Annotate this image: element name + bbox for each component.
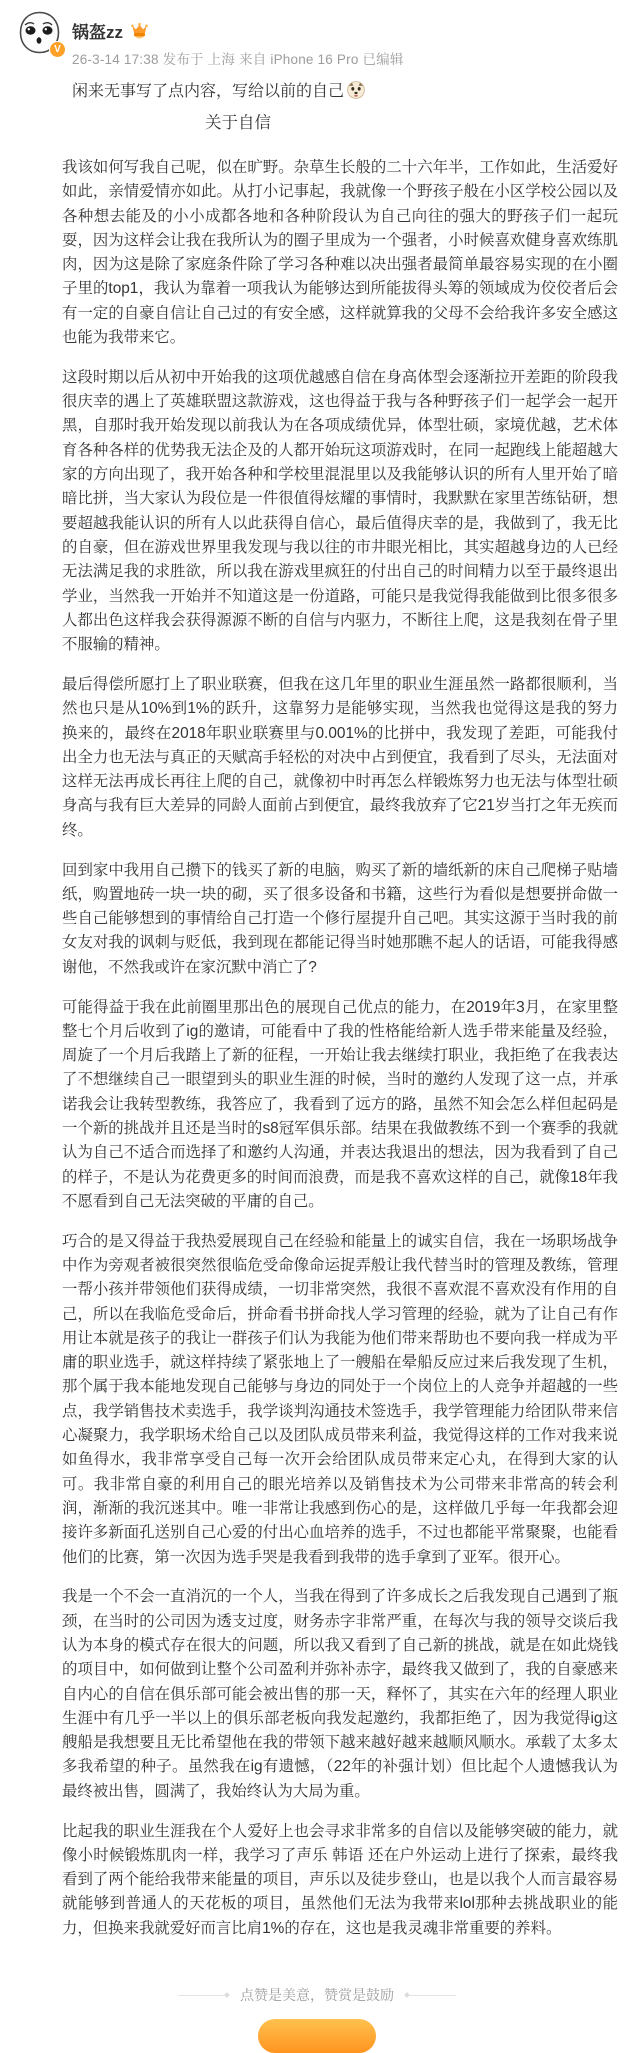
divider-line-right — [406, 1995, 456, 1996]
post-paragraph-7: 我是一个不会一直消沉的一个人，当我在得到了许多成长之后我发现自己遇到了瓶颈，在当时的公司因为透支过度，财务赤字非常严重，在每次与我的领导交谈后我认为本身的模式存在很大的问题，所以我又看到了自己新的挑战，就是在如此烧钱的项目中，如何做到让整个公司盈利并弥补赤字，最终我又做到了，我的自豪感来自内心的自信在俱乐部可能会被出售的那一天，释怀了，其实在六年的经理人职业生涯中有几乎一半以上的俱乐部老板向我发起邀约，我都拒绝了，因为我觉得ig这艘船是我想要且无比希望他在我的带领下越来越好越来越顺风顺水。承载了太多太多我希望的种子。虽然我在ig有遗憾，（22年的补强计划）但比起个人遗憾我认为最终被出售，圆满了，我始终认为大局为重。 — [62, 1588, 618, 1800]
post-paragraph-6: 巧合的是又得益于我热爱展现自己在经验和能量上的诚实自信，我在一场职场战争中作为旁观者被很突然很临危受命像命运捉弄般让我代替当时的管理及教练，管理一帮小孩并带领他们获得成绩，一切非常突然，我很不喜欢混不喜欢没有作用的自己，所以在我临危受命后，拼命看书拼命找人学习管理的经验，就为了让自己有作用让本就是孩子的我让一群孩子们认为我能为他们带来帮助也不要向我一样成为平庸的职业选手，就这样持续了紧张地上了一艘船在晕船反应过来后我发现了生机，那个属于我本能地发现自己能够与身边的同处于一个岗位上的人竞争并超越的一些点，我学销售技术卖选手，我学谈判沟通技术签选手，我学管理能力给团队带来信心凝聚力，我学职场术给自己以及团队成员带来利益，我觉得这样的工作对我来说如鱼得水，我非常享受自己每一次开会给团队成员带来定心丸，在得到大家的认可。我非常自豪的利用自己的眼光培养以及销售技术为公司带来非常高的转会利润，渐渐的我沉迷其中。唯一非常让我感到伤心的是，这样做几乎每一年我都会迎接许多新面孔送别自己心爱的付出心血培养的选手，不过也都能平常聚聚，也能看他们的比赛，第一次因为选手哭是我看到我带的选手拿到了亚军。很开心。 — [62, 1232, 618, 1566]
doge-emoji-icon — [347, 81, 365, 99]
vip-crown-icon — [130, 22, 149, 39]
post-paragraph-5: 可能得益于我在此前圈里那出色的展现自己优点的能力，在2019年3月，在家里整整七个月后收到了ig的邀请，可能看中了我的性格能给新人选手带来能量及经验，周旋了一个月后我踏上了新的征程，一开始让我去继续打职业，我拒绝了在我表达了不想继续自己一眼望到头的职业生涯的时候，当时的邀约人发现了这一点，并承诺我会让我转型教练，我答应了，我看到了远方的路，虽然不知会怎么样但起码是一个新的挑战并且还是当时的s8冠军俱乐部。结果在我做教练不到一个赛季的我就认为自己不适合而选择了和邀约人沟通，并表达我退出的想法，因为我看到了自己的样子，不是认为花费更多的时间而浪费，而是我不喜欢这样的自己，就像18年我不愿看到自己无法突破的平庸的自己。 — [62, 998, 618, 1210]
post-paragraph-1: 我该如何写我自己呢，似在旷野。杂草生长般的二十六年半，工作如此，生活爱好如此，亲情爱情亦如此。从打小记事起，我就像一个野孩子般在小区学校公园以及各种想去能及的小小成都各地和各种阶段认为自己向往的强大的野孩子们一起玩耍，因为这样会让我在我所认为的圈子里成为一个强者，小时候喜欢健身喜欢练肌肉，因为这是除了家庭条件除了学习各种难以决出强者最简单最容易实现的在小圈子里的top1，我认为靠着一项我认为能够达到所能拔得头筹的领域成为佼佼者后会有一定的自豪自信让自己过的有安全感，这样就算我的父母不会给我许多安全感这也能为我带来它。 — [62, 159, 618, 347]
reward-tagline: 点赞是美意，赞赏是鼓励 — [240, 1987, 394, 2003]
reward-tagline-row — [0, 1985, 634, 2005]
divider-line-left — [178, 1995, 228, 1996]
post-paragraph-2: 这段时期以后从初中开始我的这项优越感自信在身高体型会逐渐拉开差距的阶段我很庆幸的遇上了英雄联盟这款游戏，这也得益于我与各种野孩子们一起学会一起开黑，自那时我开始发现以前我认为在各项成绩优异，体型壮硕，家境优越，艺术体育各种各样的优势我无法企及的人都开始玩这项游戏时，在同一起跑线上能超越大家的方向出现了，我开始各种和学校里混混里以及我能够认识的所有人里开始了暗暗比拼，当大家认为段位是一件很值得炫耀的事情时，我默默在家里苦练钻研，想要超越我能认识的所有人以此获得自信心，最后值得庆幸的是，我做到了，我无比的自豪，但在游戏世界里我发现与我以往的市井眼光相比，其实超越身边的人已经无法满足我的求胜欲，所以我在游戏里疯狂的付出自己的时间精力以至于最终退出学业，当然我一开始并不知道这是一份道路，可能只是我觉得我能做到比很多很多人都出色这样我会获得源源不断的自信与内驱力，不断往上爬，这是我刻在骨子里不服输的精神。 — [62, 368, 618, 654]
avatar[interactable] — [16, 9, 63, 56]
post-title: 关于自信 — [205, 114, 271, 132]
post-paragraph-4: 回到家中我用自己攒下的钱买了新的电脑，购买了新的墙纸新的床自己爬梯子贴墙纸，购置地砖一块一块的砌，买了很多设备和书籍，这些行为看似是想要拼命做一些自己能够想到的事情给自己打造一个修行屋提升自己吧。其实这源于当时我的前女友对我的讽刺与贬低，我到现在都能记得当时她那瞧不起人的话语，可能我得感谢他，不然我或许在家沉默中消亡了? — [62, 861, 618, 976]
post-header — [0, 0, 634, 68]
post-meta: 26-3-14 17:38 发布于 上海 来自 iPhone 16 Pro 已编辑 — [72, 52, 404, 67]
reward-button[interactable] — [258, 2019, 376, 2053]
verified-v-icon: V — [49, 41, 66, 58]
post-intro-text: 闲来无事写了点内容，写给以前的自己 — [72, 83, 345, 100]
post-paragraph-8: 比起我的职业生涯我在个人爱好上也会寻求非常多的自信以及能够突破的能力，就像小时候锻炼肌肉一样，我学习了声乐 韩语 还在户外运动上进行了探索，最终我看到了两个能给我带来能量的项目，声乐以及徒步登山，也是以我个人而言最容易就能够到普通人的天花板的项目，虽然他们无法为我带来lol那种去挑战职业的能力，但换来我就爱好而言比肩1%的存在，这也是我灵魂非常重要的养料。 — [62, 1822, 618, 1937]
post-footer — [0, 1985, 634, 2053]
post-body — [62, 156, 618, 1941]
username[interactable]: 锅盔zz — [72, 22, 123, 42]
post-paragraph-3: 最后得偿所愿打上了职业联赛，但我在这几年里的职业生涯虽然一路都很顺利，当然也只是从10%到1%的跃升，这靠努力是能够实现，当然我也觉得这是我的努力换来的，最终在2018年职业联赛里与0.001%的比拼中，我发现了差距，可能我付出全力也无法与真正的天赋高手轻松的对决中占到便宜，我看到了尽头，无法面对这样无法再成长再往上爬的自己，就像初中时再怎么样锻炼努力也无法与体型壮硕身高与我有巨大差异的同龄人面前占到便宜，最终我放弃了它21岁当打之年无疾而终。 — [62, 675, 618, 839]
post-intro-row — [72, 81, 618, 103]
